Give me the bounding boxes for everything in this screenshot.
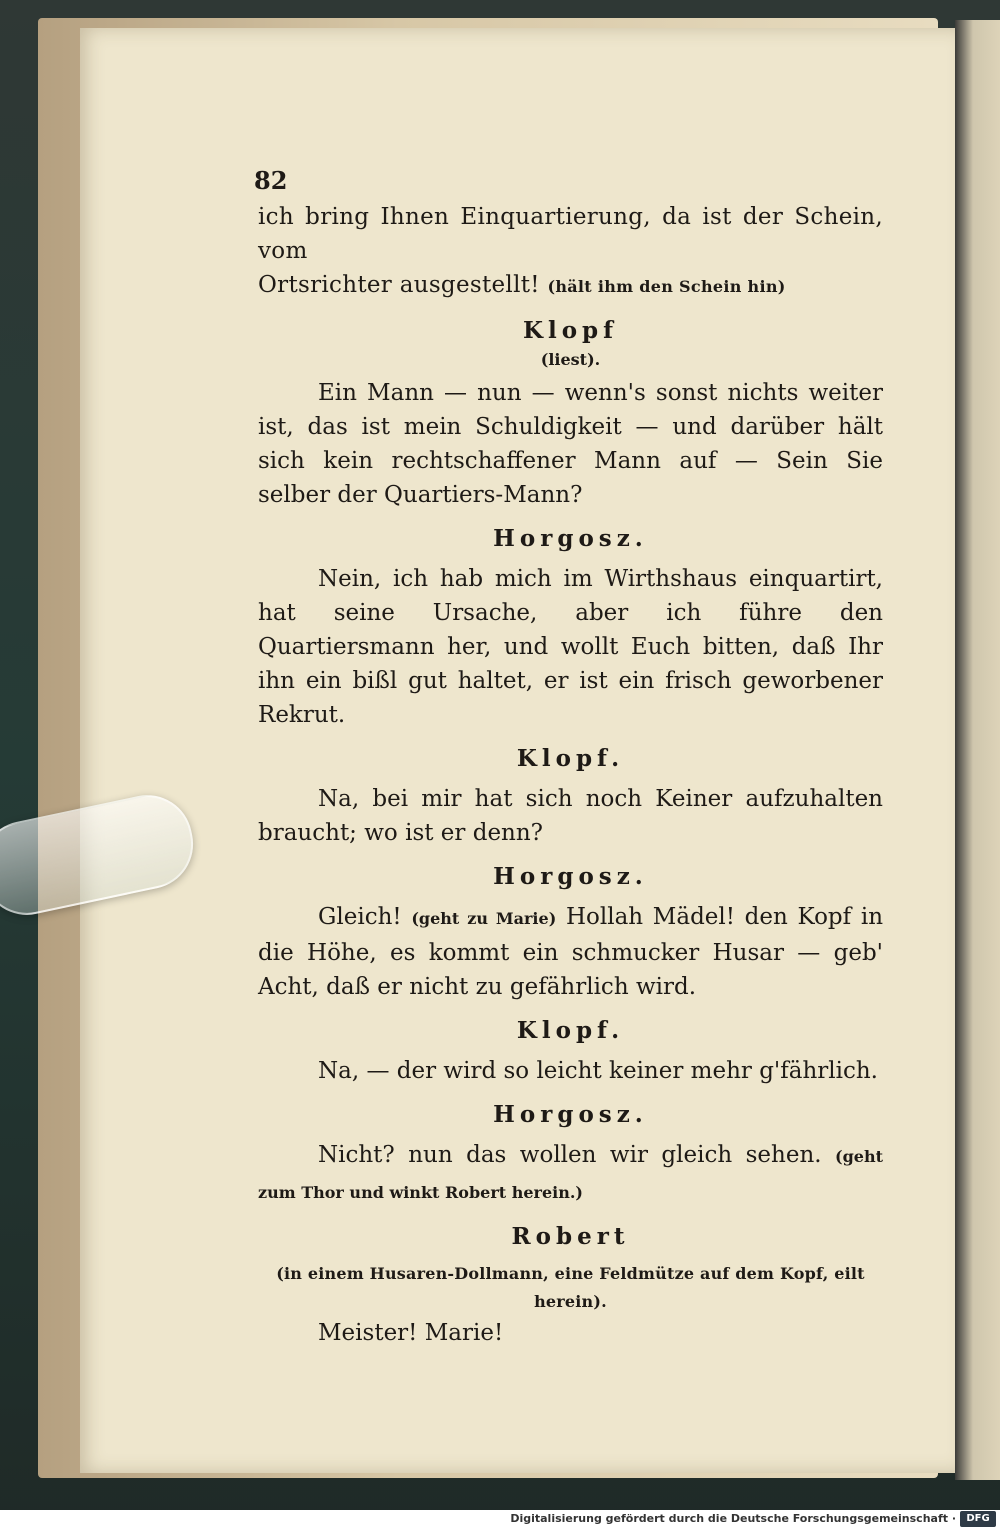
text-fragment: Nicht? nun das wollen wir gleich sehen. [318, 1142, 822, 1168]
speaker-heading: Horgosz. [493, 525, 648, 552]
speaker-heading: Klopf. [516, 745, 625, 772]
speaker-heading: Klopf [522, 317, 619, 344]
speaker-heading: Horgosz. [493, 863, 648, 890]
text-line [258, 268, 883, 304]
dialogue-paragraph: Na, bei mir hat sich noch Keiner aufzuhalten braucht; wo ist er denn? [258, 786, 883, 846]
text-fragment: Ortsrichter ausgestellt! [258, 272, 540, 298]
page-number: 82 [254, 166, 288, 195]
dialogue-paragraph: Nein, ich hab mich im Wirthshaus einquartirt, hat seine Ursache, aber ich führe den Quartiersmann her, und wollt Euch bitten, daß Ihr ihn ein bißl gut haltet, er ist ein frisch geworbener Rekrut. [258, 566, 883, 728]
text-fragment: Gleich! [318, 904, 402, 930]
stage-direction: (in einem Husaren-Dollmann, eine Feldmütze auf dem Kopf, eilt herein). [276, 1264, 865, 1311]
text-fragment: Hollah Mädel! den Kopf in die Höhe, es kommt ein schmucker Husar — geb' Acht, daß er nicht zu gefährlich wird. [258, 904, 884, 1000]
digitization-credit: Digitalisierung gefördert durch die Deutsche Forschungsgemeinschaft · [510, 1512, 956, 1525]
dialogue-paragraph [258, 1138, 883, 1210]
speaker-heading: Horgosz. [493, 1101, 648, 1128]
stage-direction: (geht zum Thor und winkt Robert herein.) [258, 1147, 883, 1202]
facing-page-edge [955, 20, 1000, 1480]
dialogue-paragraph: Meister! Marie! [318, 1320, 504, 1346]
speaker-heading: Robert [511, 1223, 630, 1250]
stage-direction: (liest). [540, 350, 601, 369]
dialogue-paragraph: Na, — der wird so leicht keiner mehr g'fährlich. [318, 1058, 878, 1084]
page-text [258, 200, 883, 1350]
speaker-heading: Klopf. [516, 1017, 625, 1044]
dialogue-paragraph: Ein Mann — nun — wenn's sonst nichts weiter ist, das ist mein Schuldigkeit — und darüber hält sich kein rechtschaffener Mann auf — Sein Sie selber der Quartiers-Mann? [258, 380, 883, 508]
dfg-logo: DFG [960, 1511, 996, 1527]
stage-direction: (hält ihm den Schein hin) [547, 277, 786, 296]
dialogue-paragraph [258, 900, 883, 1004]
stage-direction: (geht zu Marie) [411, 909, 557, 928]
text-line: ich bring Ihnen Einquartierung, da ist der Schein, vom [258, 204, 883, 264]
